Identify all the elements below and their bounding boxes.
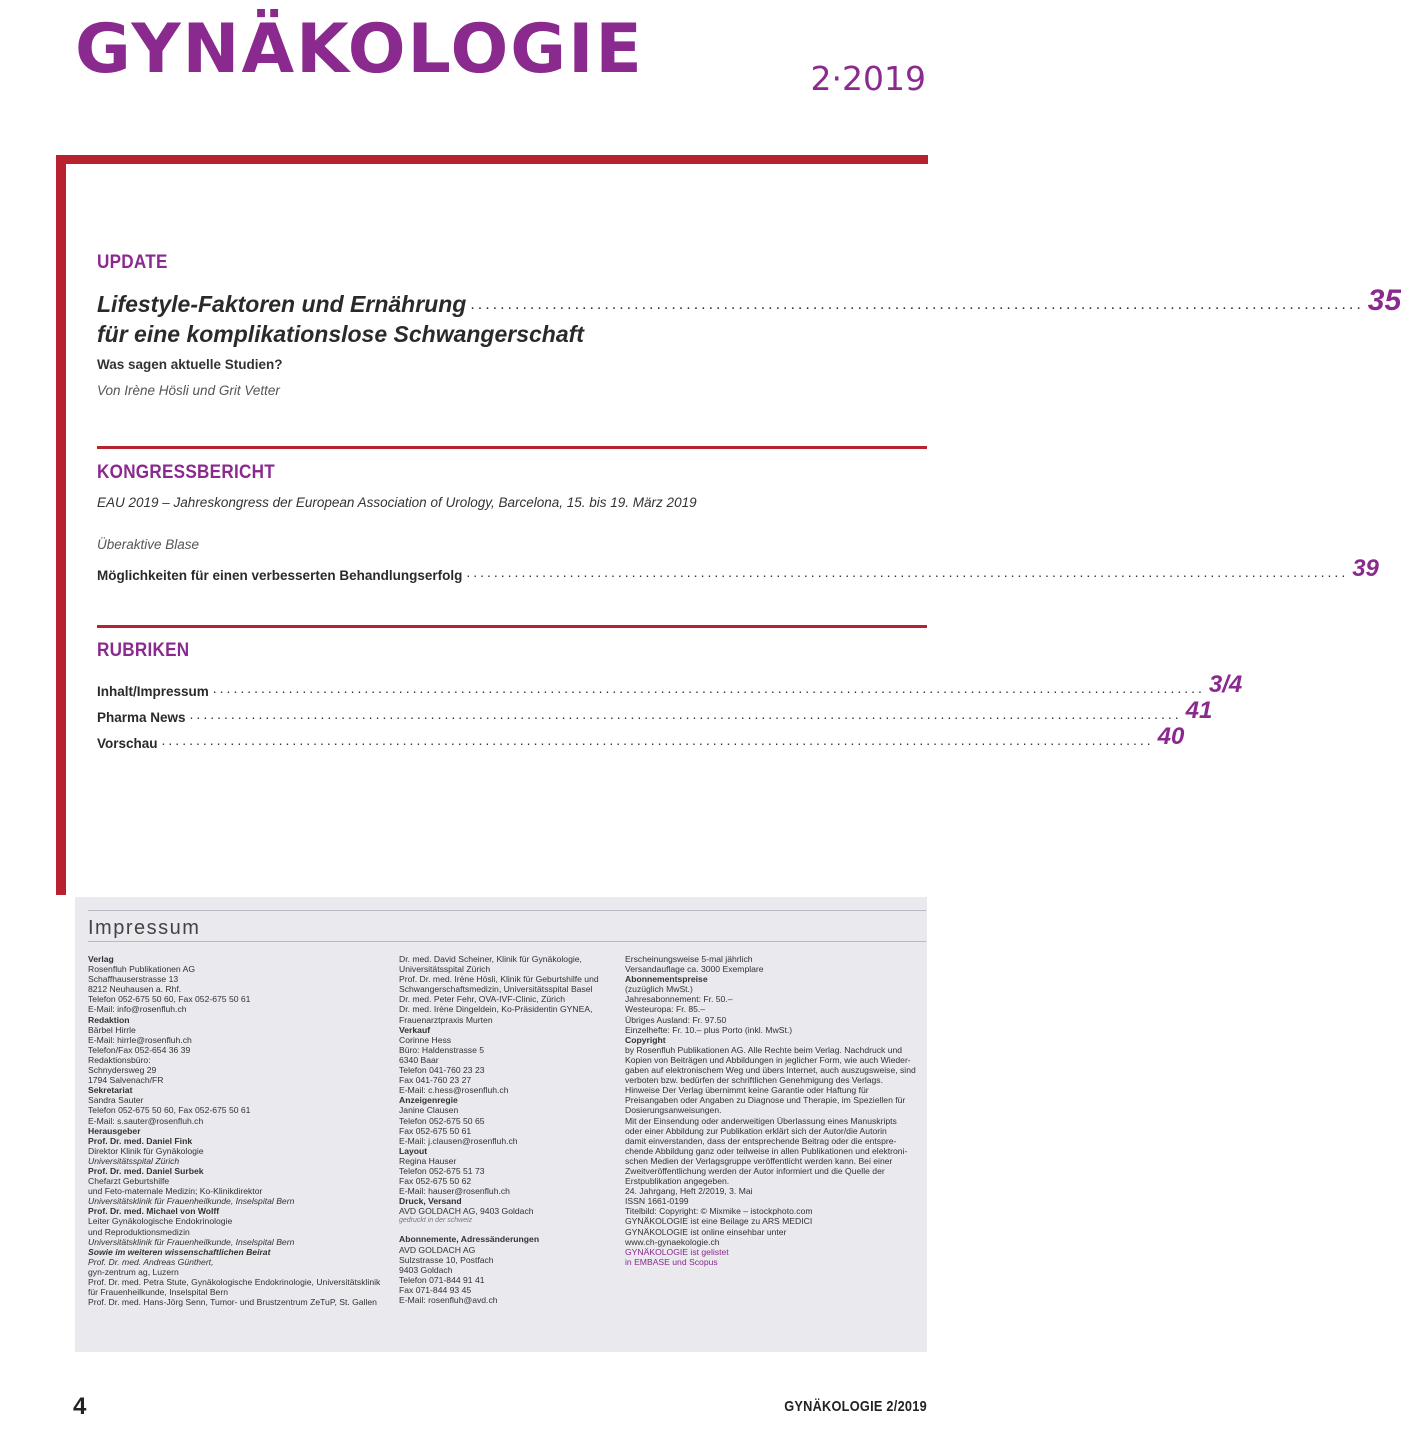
impressum-line: Kopien von Beiträgen und Abbildungen in jeglicher Form, wie auch Wieder- (625, 1054, 911, 1065)
red-frame-left (56, 155, 66, 895)
toc-entry-update[interactable] (97, 284, 1401, 318)
impressum-rule-bottom (88, 941, 926, 942)
impressum-line: Redaktion (88, 1014, 130, 1025)
impressum-line: E-Mail: j.clausen@rosenfluh.ch (399, 1135, 518, 1146)
impressum-line: E-Mail: hauser@rosenfluh.ch (399, 1186, 510, 1197)
impressum-line: Abonnementspreise (625, 974, 708, 985)
rubrik-page-number: 41 (1185, 697, 1213, 724)
impressum-line: Druck, Versand (399, 1196, 462, 1207)
impressum-line: Universitätsklinik für Frauenheilkunde, Inselspital Bern (88, 1236, 295, 1247)
leader-dots: ................................................................................................................................................ (189, 706, 1182, 722)
impressum-line: Dr. med. Peter Fehr, OVA-IVF-Clinic, Zürich (399, 994, 566, 1005)
impressum-line: E-Mail: info@rosenfluh.ch (88, 1004, 187, 1015)
rubrik-page-number: 3/4 (1208, 671, 1243, 698)
impressum-line: Leiter Gynäkologische Endokrinologie (88, 1216, 233, 1227)
impressum-line: Zweitveröffentlichung werden der Autor informiert und die Quelle der (625, 1165, 885, 1176)
impressum-line: 6340 Baar (399, 1054, 439, 1065)
kongress-title: Möglichkeiten für einen verbesserten Behandlungserfolg (97, 568, 463, 583)
impressum-line: Telefon 041-760 23 23 (399, 1065, 485, 1076)
impressum-line: Preisangaben oder Angaben zu Diagnose und Therapie, im Speziellen für (625, 1095, 906, 1106)
section-heading-rubriken: RUBRIKEN (97, 640, 190, 661)
impressum-line: schen Medien der Verlagsgruppe veröffentlicht werden kann. Bei einer (625, 1155, 893, 1166)
impressum-line: Dosierungsanweisungen. (625, 1105, 722, 1116)
leader-dots: ................................................................................................................................................ (161, 732, 1154, 748)
impressum-line: Westeuropa: Fr. 85.– (625, 1004, 706, 1015)
impressum-column-1 (88, 954, 388, 1307)
toc-entry-rubrik[interactable] (97, 723, 1185, 751)
impressum-line: 24. Jahrgang, Heft 2/2019, 3. Mai (625, 1186, 753, 1197)
impressum-line: GYNÄKOLOGIE ist online einsehbar unter (625, 1226, 787, 1237)
impressum-line: Anzeigenregie (399, 1095, 458, 1106)
impressum-line: Dr. med. Irène Dingeldein, Ko-Präsidentin GYNEA, (399, 1004, 593, 1015)
impressum-line: Verkauf (399, 1024, 431, 1035)
impressum-line: E-Mail: rosenfluh@avd.ch (399, 1295, 498, 1305)
impressum-line: und Reproduktionsmedizin (88, 1226, 190, 1237)
impressum-line: verboten bzw. bedürfen der schriftlichen Genehmigung des Verlags. (625, 1075, 883, 1086)
impressum-line: Chefarzt Geburtshilfe (88, 1176, 170, 1187)
leader-dots: ................................................................................................................................ (466, 564, 1349, 580)
page-number: 4 (73, 1393, 87, 1420)
impressum-line: Telefon 071-844 91 41 (399, 1274, 485, 1285)
impressum-line: Mit der Einsendung oder anderweitigen Überlassung eines Manuskripts (625, 1115, 897, 1126)
update-title-line1: Lifestyle-Faktoren und Ernährung (97, 291, 467, 317)
impressum-line: www.ch-gynaekologie.ch (625, 1236, 720, 1247)
impressum-line: Telefon/Fax 052-654 36 39 (88, 1044, 191, 1055)
impressum-line: E-Mail: c.hess@rosenfluh.ch (399, 1085, 509, 1096)
impressum-line: Prof. Dr. med. Daniel Surbek (88, 1165, 204, 1176)
impressum-line: Sulzstrasse 10, Postfach (399, 1254, 494, 1265)
impressum-line: Herausgeber (88, 1125, 141, 1136)
rubrik-label: Vorschau (97, 736, 158, 751)
impressum-line: in EMBASE und Scopus (625, 1256, 718, 1267)
impressum-line: Rosenfluh Publikationen AG (88, 964, 196, 975)
impressum-line: und Feto-maternale Medizin; Ko-Klinikdirektor (88, 1186, 263, 1197)
update-page-number: 35 (1367, 284, 1401, 317)
impressum-line: Prof. Dr. med. Daniel Fink (88, 1135, 193, 1146)
rubrik-label: Inhalt/Impressum (97, 684, 209, 699)
impressum-line: GYNÄKOLOGIE ist gelistet (625, 1246, 729, 1257)
impressum-line: Prof. Dr. med. Andreas Günthert, (88, 1256, 214, 1267)
section-heading-kongress: KONGRESSBERICHT (97, 462, 275, 483)
impressum-line: Einzelhefte: Fr. 10.– plus Porto (inkl. MwSt.) (625, 1024, 793, 1035)
rubrik-page-number: 40 (1157, 723, 1185, 750)
impressum-line: Fax 071-844 93 45 (399, 1284, 472, 1295)
impressum-line: Fax 052-675 50 61 (399, 1125, 472, 1136)
impressum-line: ISSN 1661-0199 (625, 1196, 689, 1207)
impressum-column-3 (625, 954, 925, 1267)
impressum-line: Fax 041-760 23 27 (399, 1075, 472, 1086)
impressum-line: 9403 Goldach (399, 1264, 453, 1275)
section-divider (97, 625, 927, 628)
section-heading-update: UPDATE (97, 252, 168, 273)
impressum-line: Erscheinungsweise 5-mal jährlich (625, 954, 753, 964)
impressum-title: Impressum (88, 917, 201, 939)
impressum-line: Frauenarztpraxis Murten (399, 1014, 493, 1025)
impressum-line: Telefon 052-675 51 73 (399, 1165, 485, 1176)
impressum-line: Regina Hauser (399, 1155, 457, 1166)
impressum-line: Universitätsspital Zürich (399, 964, 491, 975)
impressum-line: Prof. Dr. med. Petra Stute, Gynäkologische Endokrinologie, Universitätsklinik (88, 1277, 381, 1287)
impressum-line: Telefon 052-675 50 65 (399, 1115, 485, 1126)
rubrik-label: Pharma News (97, 710, 186, 725)
kongress-topic: Überaktive Blase (97, 537, 200, 552)
impressum-line: Titelbild: Copyright: © Mixmike – istockphoto.com (625, 1206, 813, 1217)
toc-entry-rubrik[interactable] (97, 697, 1213, 725)
update-title-line2: für eine komplikationslose Schwangerschaft (97, 321, 584, 347)
impressum-line: Schnydersweg 29 (88, 1065, 157, 1076)
impressum-line: für Frauenheilkunde, Inselspital Bern (88, 1287, 228, 1298)
section-divider (97, 446, 927, 449)
kongress-event: EAU 2019 – Jahreskongress der European Association of Urology, Barcelona, 15. bis 19. März 2019 (97, 495, 697, 510)
impressum-column-2 (399, 954, 614, 1305)
toc-entry-rubrik[interactable] (97, 671, 1243, 699)
impressum-line: Sandra Sauter (88, 1095, 144, 1106)
impressum-line: Layout (399, 1145, 428, 1156)
impressum-line: Copyright (625, 1034, 666, 1045)
toc-entry-kongress[interactable] (97, 555, 1379, 583)
impressum-line: 8212 Neuhausen a. Rhf. (88, 984, 182, 995)
impressum-line: Büro: Haldenstrasse 5 (399, 1044, 485, 1055)
impressum-line: Redaktionsbüro: (88, 1054, 151, 1065)
impressum-line: by Rosenfluh Publikationen AG. Alle Rechte beim Verlag. Nachdruck und (625, 1044, 903, 1055)
impressum-line: Prof. Dr. med. Hans-Jörg Senn, Tumor- und Brustzentrum ZeTuP, St. Gallen (88, 1297, 377, 1308)
impressum-line: gaben auf elektronischem Weg und übers Internet, auch auszugsweise, sind (625, 1065, 916, 1076)
impressum-line: Janine Clausen (399, 1105, 459, 1116)
impressum-line: oder einer Abbildung zur Publikation erklärt sich der Autor/die Autorin (625, 1125, 887, 1136)
red-frame-top (56, 155, 928, 164)
impressum-line: Prof. Dr. med. Irène Hösli, Klinik für Geburtshilfe und (399, 974, 599, 985)
impressum-line: Universitätsklinik für Frauenheilkunde, Inselspital Bern (88, 1196, 295, 1207)
impressum-line: Versandauflage ca. 3000 Exemplare (625, 964, 764, 975)
update-authors: Von Irène Hösli und Grit Vetter (97, 383, 280, 398)
impressum-line: Sekretariat (88, 1085, 133, 1096)
impressum-line: gedruckt in der schweiz (399, 1217, 473, 1225)
leader-dots: ........................................................................................................................ (470, 296, 1364, 313)
impressum-line: gyn-zentrum ag, Luzern (88, 1266, 179, 1277)
kongress-page-number: 39 (1352, 555, 1379, 582)
impressum-line: Verlag (88, 954, 114, 964)
impressum-line: chende Abbildung ganz oder teilweise in allen Publikationen und elektroni- (625, 1145, 908, 1156)
impressum-line: Übriges Ausland: Fr. 97.50 (625, 1014, 727, 1025)
impressum-line: E-Mail: hirrle@rosenfluh.ch (88, 1034, 192, 1045)
impressum-line: Jahresabonnement: Fr. 50.– (625, 994, 733, 1005)
update-subtitle: Was sagen aktuelle Studien? (97, 357, 283, 372)
masthead-title: GYNÄKOLOGIE (75, 10, 644, 89)
impressum-line: Abonnemente, Adressänderungen (399, 1234, 540, 1245)
impressum-line: AVD GOLDACH AG (399, 1244, 476, 1255)
impressum-line: E-Mail: s.sauter@rosenfluh.ch (88, 1115, 204, 1126)
impressum-line: Prof. Dr. med. Michael von Wolff (88, 1206, 220, 1217)
impressum-line: Schwangerschaftsmedizin, Universitätsspital Basel (399, 984, 593, 995)
impressum-line: Hinweise Der Verlag übernimmt keine Garantie oder Haftung für (625, 1085, 869, 1096)
impressum-line: Bärbel Hirrle (88, 1024, 136, 1035)
impressum-line: 1794 Salvenach/FR (88, 1075, 164, 1086)
impressum-line: Universitätsspital Zürich (88, 1155, 180, 1166)
leader-dots: ................................................................................................................................................ (212, 680, 1205, 696)
issue-number: 2·2019 (810, 59, 926, 98)
impressum-line: Dr. med. David Scheiner, Klinik für Gynäkologie, (399, 954, 582, 964)
impressum-line: (zuzüglich MwSt.) (625, 984, 693, 995)
impressum-line: Erstpublikation angegeben. (625, 1176, 730, 1187)
impressum-line: Fax 052-675 50 62 (399, 1176, 472, 1187)
impressum-rule-top (88, 910, 926, 911)
impressum-line: Sowie im weiteren wissenschaftlichen Beirat (88, 1246, 271, 1257)
journal-reference: GYNÄKOLOGIE 2/2019 (784, 1398, 927, 1415)
impressum-line: damit einverstanden, dass der entsprechende Beitrag oder die entspre- (625, 1135, 897, 1146)
impressum-line: Corinne Hess (399, 1034, 452, 1045)
impressum-line: Telefon 052-675 50 60, Fax 052-675 50 61 (88, 1105, 251, 1116)
impressum-line: Telefon 052-675 50 60, Fax 052-675 50 61 (88, 994, 251, 1005)
impressum-line: GYNÄKOLOGIE ist eine Beilage zu ARS MEDICI (625, 1216, 813, 1227)
impressum-line: Schaffhauserstrasse 13 (88, 974, 179, 985)
impressum-line: Direktor Klinik für Gynäkologie (88, 1145, 204, 1156)
impressum-line: AVD GOLDACH AG, 9403 Goldach (399, 1206, 534, 1217)
